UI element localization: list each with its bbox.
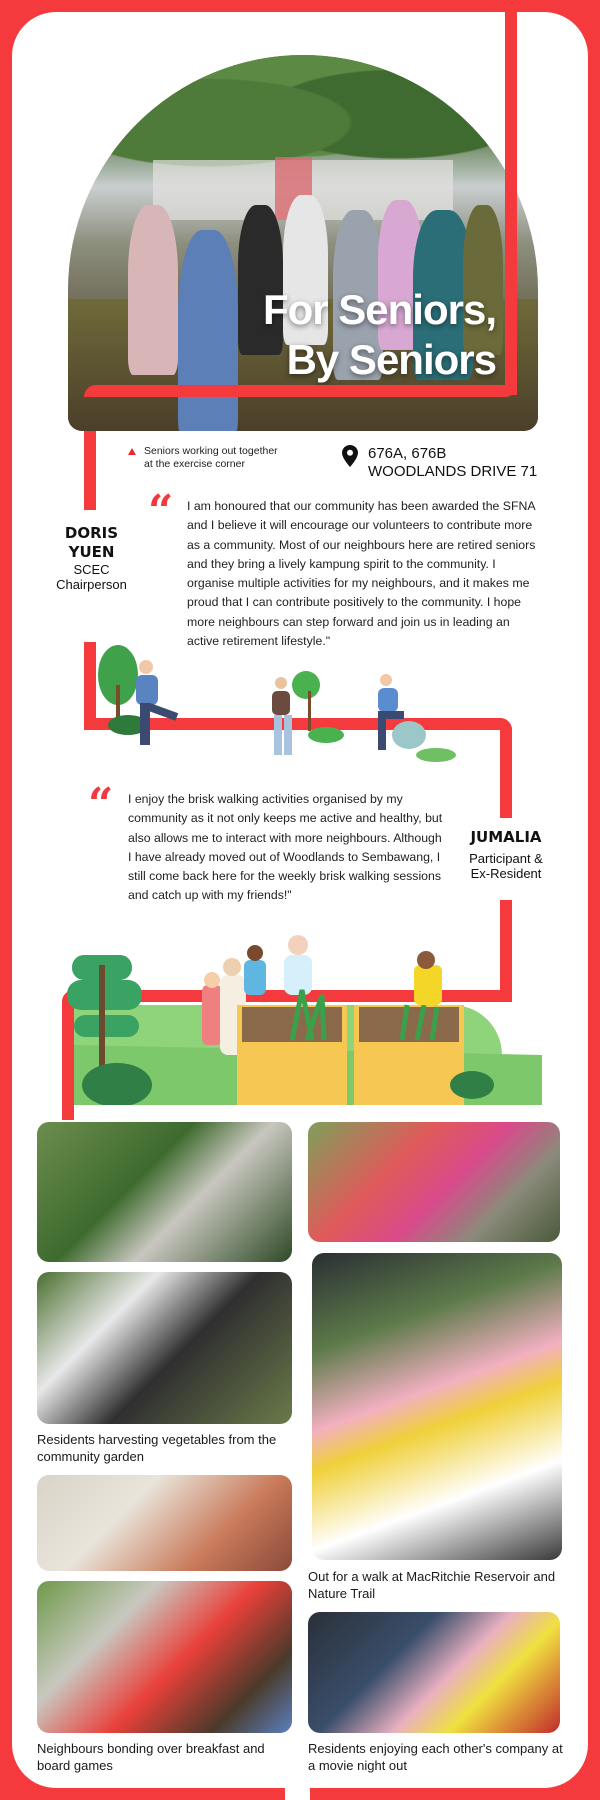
hero-title: For Seniors, By Seniors bbox=[262, 286, 496, 383]
photo-movie-night bbox=[308, 1612, 560, 1733]
photo-garden-1 bbox=[37, 1122, 292, 1262]
quote-icon: “ bbox=[88, 779, 114, 830]
testimonial-quote-doris: I am honoured that our community has been awarded the SFNA and I believe it will encourage our volunteers to contribute more as a community. Most of our neighbours here are retired seniors and they bring a lively kampung spirit to the community. I organise multiple activities for my neighbours, and it makes me proud that I can contribute positively to the community. I hope more neighbours can step forward and join us in leading an active retirement lifestyle." bbox=[187, 499, 536, 649]
exercise-illustration bbox=[96, 625, 476, 770]
triangle-icon bbox=[128, 448, 136, 455]
photo-board-games bbox=[37, 1581, 292, 1733]
location-pin-icon bbox=[342, 445, 358, 467]
hero-caption: Seniors working out together at the exercise corner bbox=[128, 445, 278, 471]
caption-movie: Residents enjoying each other's company at a movie night out bbox=[308, 1741, 563, 1773]
address: 676A, 676B WOODLANDS DRIVE 71 bbox=[342, 445, 537, 481]
caption-walk: Out for a walk at MacRitchie Reservoir and Nature Trail bbox=[308, 1569, 556, 1601]
caption-garden: Residents harvesting vegetables from the community garden bbox=[37, 1432, 277, 1464]
community-garden-illustration bbox=[62, 935, 542, 1105]
red-path-segment bbox=[84, 642, 96, 730]
testimonial-author-doris: DORIS YUEN SCEC Chairperson bbox=[56, 524, 127, 592]
testimonial-quote-jumalia: I enjoy the brisk walking activities organised by my community as it not only keeps me active and healthy, but also allows me to interact with more neighbours. Although I have already moved out of Woodlands to Sembawang, I still come back here for the weekly brisk walking sessions and catch up with my friends!" bbox=[128, 792, 443, 903]
photo-walk-bridge bbox=[312, 1253, 562, 1560]
red-path-segment bbox=[500, 718, 512, 818]
frame-bottom-gap bbox=[285, 1778, 310, 1800]
photo-garden-2 bbox=[37, 1272, 292, 1424]
red-path-segment bbox=[84, 385, 517, 397]
caption-breakfast: Neighbours bonding over breakfast and board games bbox=[37, 1741, 265, 1773]
photo-walk-group bbox=[308, 1122, 560, 1242]
photo-breakfast bbox=[37, 1475, 292, 1571]
quote-icon: “ bbox=[148, 486, 174, 537]
hero-photo bbox=[68, 55, 538, 431]
testimonial-author-jumalia: JUMALIA Participant & Ex-Resident bbox=[469, 828, 543, 881]
red-path-segment bbox=[505, 55, 517, 395]
